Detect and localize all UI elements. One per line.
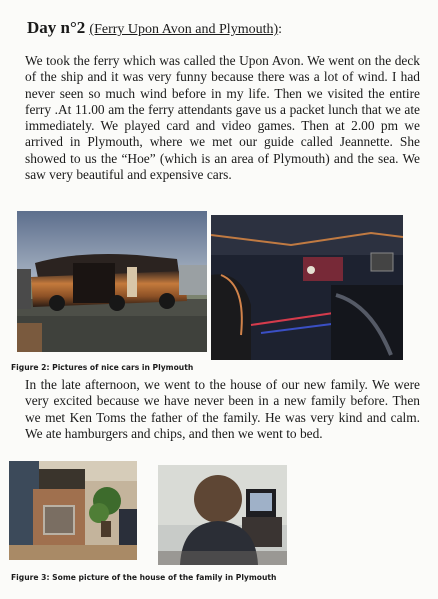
photo-limousine-exterior xyxy=(17,211,207,352)
figure-3-caption: Figure 3: Some picture of the house of the family in Plymouth xyxy=(11,573,277,582)
page-heading xyxy=(27,18,427,40)
photo-limousine-interior xyxy=(211,215,403,360)
figure-2-caption: Figure 2: Pictures of nice cars in Plymouth xyxy=(11,363,194,372)
day-title: Day n°2 xyxy=(27,18,86,37)
day-subtitle: (Ferry Upon Avon and Plymouth) xyxy=(89,22,279,37)
photo-living-room xyxy=(9,461,137,560)
heading-colon: : xyxy=(278,22,283,37)
paragraph-ferry-day: We took the ferry which was called the Upon Avon. We went on the deck of the ship and it was very funny because there was a lot of wind. I had never seen so much wind before in my life. Then we visited the entire ferry .At 11.00 am the ferry attendants gave us a packet lunch that we ate immediately. We played card and video games. Then at 2.00 pm we arrived in Plymouth, where we met our guide called Jeannette. She showed to us the “Hoe” (which is an area of Plymouth) and the sea. We saw very beautiful and expensive cars. xyxy=(25,53,420,183)
paragraph-host-family: In the late afternoon, we went to the house of our new family. We were very excited because we have never been in a new family before. Then we met Ken Toms the father of the family. He was very kind and calm. We ate hamburgers and chips, and then we went to bed. xyxy=(25,377,420,441)
photo-watching-tv xyxy=(158,465,287,565)
